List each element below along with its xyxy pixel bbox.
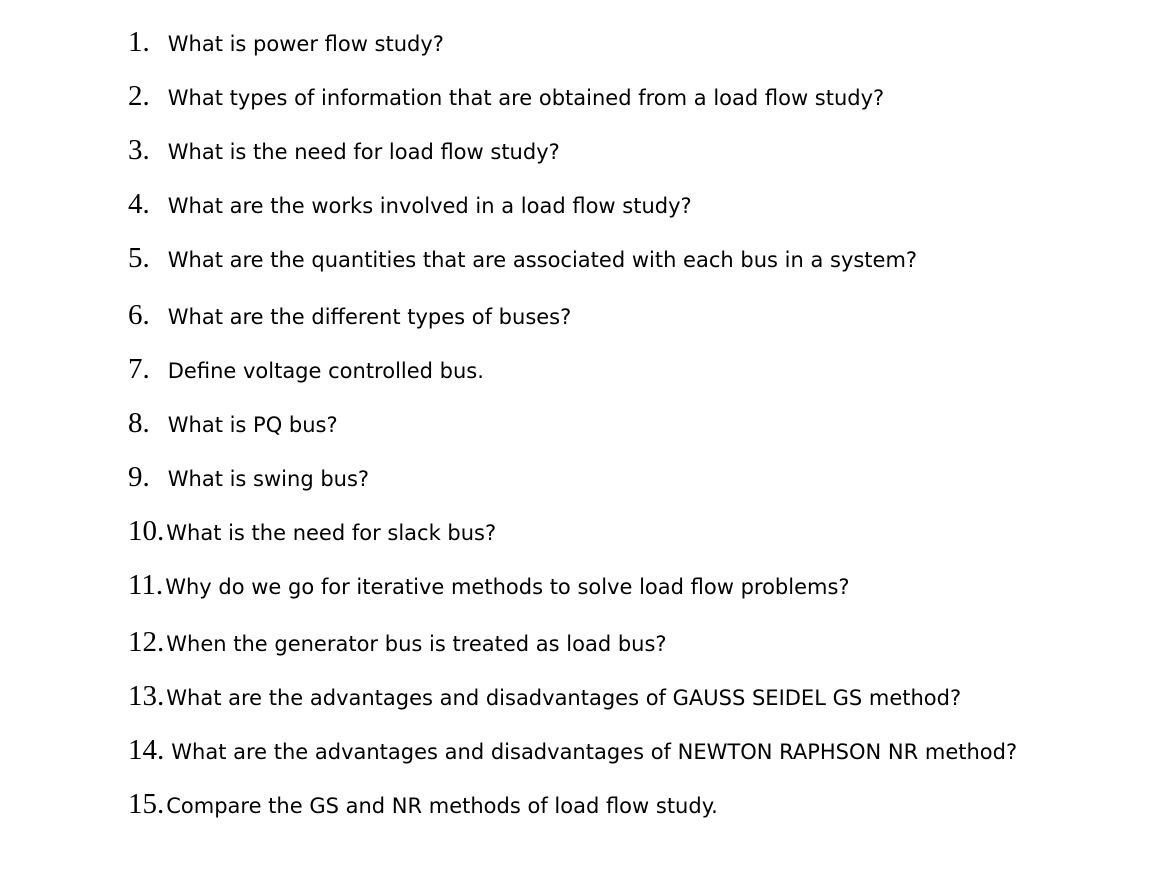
question-number: 6. xyxy=(128,299,150,331)
question-item-15 xyxy=(128,786,718,822)
question-text: What are the different types of buses? xyxy=(167,305,572,329)
question-number: 5. xyxy=(128,242,150,274)
question-item-13 xyxy=(128,678,961,714)
question-text: What are the advantages and disadvantages of GAUSS SEIDEL GS method? xyxy=(166,686,962,710)
question-item-7 xyxy=(128,351,484,387)
question-text: What types of information that are obtained from a load flow study? xyxy=(167,86,885,110)
question-number: 10. xyxy=(128,515,165,547)
question-item-3 xyxy=(128,132,560,168)
question-number: 9. xyxy=(128,461,150,493)
question-item-9 xyxy=(128,459,369,495)
question-item-1 xyxy=(128,24,444,60)
question-text: When the generator bus is treated as load bus? xyxy=(166,632,667,656)
question-text: What is power flow study? xyxy=(167,32,444,56)
question-text: What is PQ bus? xyxy=(167,413,338,437)
question-item-10 xyxy=(128,513,496,549)
question-item-8 xyxy=(128,405,338,441)
question-number: 13. xyxy=(128,680,165,712)
question-text: What is the need for slack bus? xyxy=(166,521,497,545)
question-text: Compare the GS and NR methods of load flow study. xyxy=(166,794,718,818)
question-number: 14. xyxy=(128,734,165,766)
question-number: 11. xyxy=(128,569,164,601)
question-text: What are the advantages and disadvantages of NEWTON RAPHSON NR method? xyxy=(171,740,1018,764)
question-item-14 xyxy=(128,732,1017,768)
question-item-12 xyxy=(128,624,667,660)
question-number: 7. xyxy=(128,353,150,385)
question-item-5 xyxy=(128,240,917,276)
question-item-11 xyxy=(128,567,850,603)
question-number: 2. xyxy=(128,80,150,112)
question-text: What are the quantities that are associated with each bus in a system? xyxy=(167,248,918,272)
question-text: Why do we go for iterative methods to solve load flow problems? xyxy=(165,575,850,599)
question-number: 15. xyxy=(128,788,165,820)
question-item-4 xyxy=(128,186,692,222)
question-text: What is swing bus? xyxy=(167,467,370,491)
question-text: What is the need for load flow study? xyxy=(167,140,560,164)
question-number: 8. xyxy=(128,407,150,439)
question-text: Define voltage controlled bus. xyxy=(167,359,484,383)
question-item-2 xyxy=(128,78,884,114)
question-number: 1. xyxy=(128,26,150,58)
question-number: 3. xyxy=(128,134,150,166)
question-number: 12. xyxy=(128,626,165,658)
question-item-6 xyxy=(128,297,571,333)
question-text: What are the works involved in a load flow study? xyxy=(167,194,692,218)
question-number: 4. xyxy=(128,188,150,220)
